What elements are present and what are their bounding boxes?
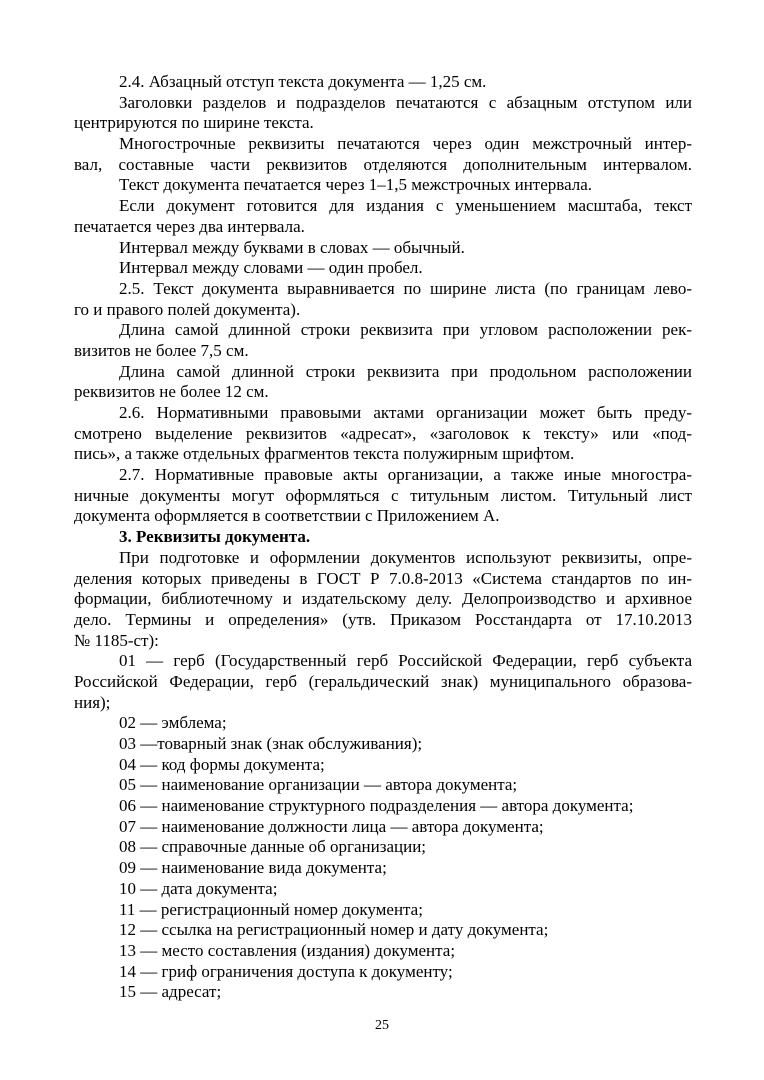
text-line: Заголовки разделов и подразделов печатаются с абзацным отступом или (119, 92, 692, 112)
text-line: 15 — адресат; (119, 982, 222, 1002)
text-line: 05 — наименование организации — автора документа; (119, 775, 518, 795)
text-line: ничные документы могут оформляться с титульным листом. Титульный лист (74, 485, 692, 505)
text-line: пись», а также отдельных фрагментов текста полужирным шрифтом. (74, 444, 575, 464)
text-line: Интервал между словами — один пробел. (119, 258, 423, 278)
text-line: центрируются по ширине текста. (74, 113, 314, 133)
text-line: № 1185-ст): (74, 630, 159, 650)
text-line: формации, библиотечному и издательскому делу. Делопроизводство и архивное (74, 589, 692, 609)
text-line: 04 — код формы документа; (119, 754, 325, 774)
text-line: вал, составные части реквизитов отделяются дополнительным интервалом. (74, 154, 692, 174)
text-line: 07 — наименование должности лица — автора документа; (119, 816, 544, 836)
text-line: 2.5. Текст документа выравнивается по ширине листа (по границам лево- (119, 278, 692, 298)
text-line: Многострочные реквизиты печатаются через один межстрочный интер- (119, 134, 692, 154)
text-line: Если документ готовится для издания с уменьшением масштаба, текст (119, 196, 692, 216)
text-line: Интервал между буквами в словах — обычный. (119, 237, 465, 257)
text-line: 2.6. Нормативными правовыми актами организации может быть преду- (119, 403, 692, 422)
text-line: 2.4. Абзацный отступ текста документа — 1,25 см. (119, 72, 487, 91)
text-line: дело. Термины и определения» (утв. Приказом Росстандарта от 17.10.2013 (74, 609, 692, 629)
text-line: визитов не более 7,5 см. (74, 340, 249, 360)
document-body (74, 72, 692, 1003)
text-line: 12 — ссылка на регистрационный номер и дату документа; (119, 920, 549, 940)
text-line: 08 — справочные данные об организации; (119, 837, 427, 857)
text-line: Текст документа печатается через 1–1,5 межстрочных интервала. (119, 175, 593, 195)
text-line: го и правого полей документа). (74, 299, 301, 319)
text-line: печатается через два интервала. (74, 216, 305, 236)
section-heading: 3. Реквизиты документа. (119, 527, 311, 547)
text-line: 13 — место составления (издания) документа; (119, 940, 456, 960)
text-line: 03 —товарный знак (знак обслуживания); (119, 734, 423, 753)
text-line: При подготовке и оформлении документов используют реквизиты, опре- (119, 547, 692, 567)
text-line: деления которых приведены в ГОСТ Р 7.0.8-2013 «Система стандартов по ин- (74, 568, 692, 588)
document-page (74, 72, 692, 1003)
text-line: Длина самой длинной строки реквизита при угловом расположении рек- (119, 320, 692, 340)
text-line: документа оформляется в соответствии с Приложением А. (74, 506, 500, 526)
text-line: 10 — дата документа; (119, 878, 278, 898)
text-line: смотрено выделение реквизитов «адресат», «заголовок к тексту» или «под- (74, 423, 692, 443)
text-line: 01 — герб (Государственный герб Российской Федерации, герб субъекта (119, 651, 692, 671)
text-line: 09 — наименование вида документа; (119, 858, 387, 878)
text-line: Российской Федерации, герб (геральдический знак) муниципального образова- (74, 671, 692, 691)
text-line: Длина самой длинной строки реквизита при продольном расположении (119, 361, 692, 381)
text-line: 11 — регистрационный номер документа; (119, 899, 423, 919)
text-line: 2.7. Нормативные правовые акты организации, а также иные многостра- (119, 465, 692, 485)
text-line: 06 — наименование структурного подразделения — автора документа; (119, 796, 634, 816)
text-line: реквизитов не более 12 см. (74, 382, 269, 402)
page-number: 25 (375, 1018, 389, 1033)
text-line: ния); (74, 692, 111, 712)
text-line: 02 — эмблема; (119, 713, 227, 733)
text-line: 14 — гриф ограничения доступа к документу; (119, 961, 453, 981)
